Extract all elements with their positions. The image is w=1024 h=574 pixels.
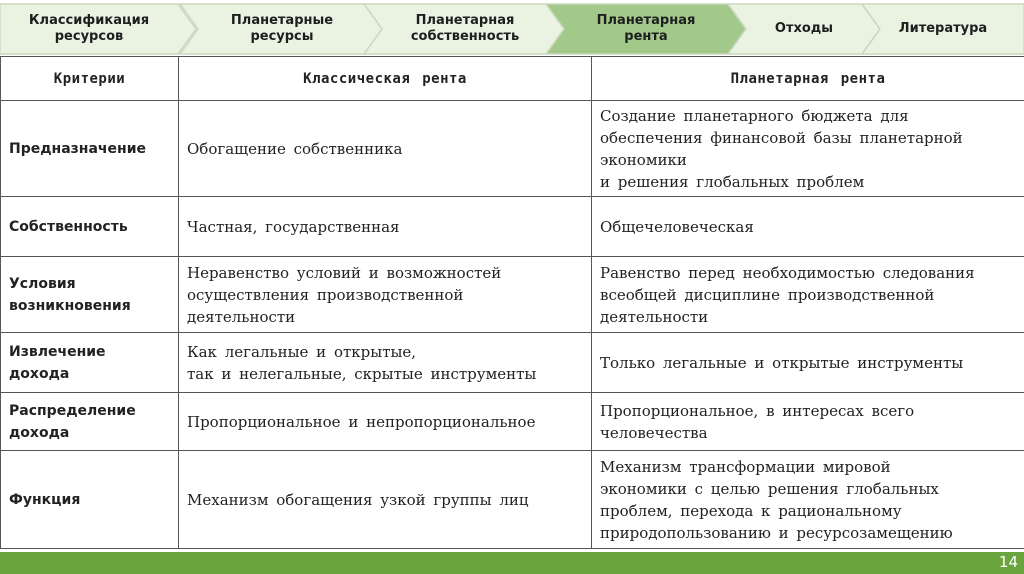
cell-text-line: Пропорциональное и непропорциональное <box>187 412 536 431</box>
planetary-rent-cell <box>592 393 1024 451</box>
nav-tab-5[interactable] <box>746 4 862 54</box>
cell-text-line: Создание планетарного бюджета для <box>600 106 909 125</box>
planetary-rent-cell <box>592 257 1024 333</box>
nav-tab-label-line: ресурсов <box>54 29 124 44</box>
comparison-table <box>0 56 1024 549</box>
table-row <box>1 333 1024 393</box>
cell-text-line: Неравенство условий и возможностей <box>187 263 502 282</box>
nav-tab-label-line: ресурсы <box>250 29 314 44</box>
nav-tab-label-line: Классификация <box>28 13 150 28</box>
cell-text-line: человечества <box>600 423 708 442</box>
table-row <box>1 393 1024 451</box>
header-classic-rent: Классическая рента <box>179 57 592 101</box>
cell-text-line: Равенство перед необходимостью следования <box>600 263 975 282</box>
cell-text-line: Механизм трансформации мировой <box>600 457 891 476</box>
page-number: 14 <box>998 553 1018 571</box>
nav-tab-label-line: Планетарная <box>596 13 696 28</box>
cell-text-line: Собственность <box>9 218 128 235</box>
table-row <box>1 257 1024 333</box>
cell-text-line: возникновения <box>9 297 131 314</box>
criterion-cell <box>1 333 179 393</box>
classic-rent-cell <box>179 333 592 393</box>
cell-text-line: природопользованию и ресурсозамещению <box>600 523 953 542</box>
table-row <box>1 197 1024 257</box>
criterion-cell <box>1 451 179 549</box>
header-criteria: Критерии <box>1 57 179 101</box>
nav-tab-6[interactable] <box>880 4 1006 54</box>
cell-text-line: экономики <box>600 150 687 169</box>
table-row <box>1 451 1024 549</box>
cell-text-line: Механизм обогащения узкой группы лиц <box>187 490 529 509</box>
cell-text-line: экономики с целью решения глобальных <box>600 479 939 498</box>
cell-text-line: Как легальные и открытые, <box>187 342 417 361</box>
nav-tab-label-line: собственность <box>410 29 520 44</box>
nav-tab-label-line: рента <box>624 29 668 44</box>
cell-text-line: обеспечения финансовой базы планетарной <box>600 128 963 147</box>
cell-text-line: проблем, перехода к рациональному <box>600 501 902 520</box>
criterion-cell <box>1 257 179 333</box>
header-planetary-rent: Планетарная рента <box>592 57 1024 101</box>
cell-text-line: Частная, государственная <box>187 217 400 236</box>
nav-tab-2[interactable] <box>198 4 366 54</box>
planetary-rent-cell <box>592 333 1024 393</box>
classic-rent-cell <box>179 101 592 197</box>
planetary-rent-cell <box>592 101 1024 197</box>
classic-rent-cell <box>179 197 592 257</box>
cell-text-line: Обогащение собственника <box>187 139 403 158</box>
cell-text-line: Пропорциональное, в интересах всего <box>600 401 915 420</box>
cell-text-line: Предназначение <box>9 140 146 157</box>
table-row <box>1 101 1024 197</box>
cell-text-line: Распределение <box>9 402 136 419</box>
classic-rent-cell <box>179 257 592 333</box>
criterion-cell <box>1 197 179 257</box>
cell-text-line: деятельности <box>600 307 709 326</box>
cell-text-line: дохода <box>9 365 70 382</box>
nav-tab-label-line: Планетарная <box>415 13 515 28</box>
top-navigation <box>0 0 1024 60</box>
cell-text-line: дохода <box>9 424 70 441</box>
cell-text-line: Извлечение <box>9 343 106 360</box>
classic-rent-cell <box>179 393 592 451</box>
nav-tab-1[interactable] <box>0 4 178 54</box>
cell-text-line: Функция <box>9 491 81 508</box>
cell-text-line: осуществления производственной <box>187 285 464 304</box>
table-header-row <box>1 57 1024 101</box>
nav-tab-label-line: Отходы <box>774 21 834 36</box>
nav-tab-label-line: Планетарные <box>230 13 334 28</box>
footer-bar <box>0 552 1024 574</box>
cell-text-line: Общечеловеческая <box>600 217 754 236</box>
cell-text-line: Только легальные и открытые инструменты <box>600 353 964 372</box>
cell-text-line: и решения глобальных проблем <box>600 172 865 191</box>
nav-tab-label-line: Литература <box>898 21 988 36</box>
nav-tab-4[interactable] <box>564 4 728 54</box>
planetary-rent-cell <box>592 197 1024 257</box>
cell-text-line: всеобщей дисциплине производственной <box>600 285 935 304</box>
planetary-rent-cell <box>592 451 1024 549</box>
criterion-cell <box>1 101 179 197</box>
cell-text-line: так и нелегальные, скрытые инструменты <box>187 364 537 383</box>
criterion-cell <box>1 393 179 451</box>
cell-text-line: Условия <box>9 275 76 292</box>
cell-text-line: деятельности <box>187 307 296 326</box>
classic-rent-cell <box>179 451 592 549</box>
nav-tab-3[interactable] <box>382 4 548 54</box>
